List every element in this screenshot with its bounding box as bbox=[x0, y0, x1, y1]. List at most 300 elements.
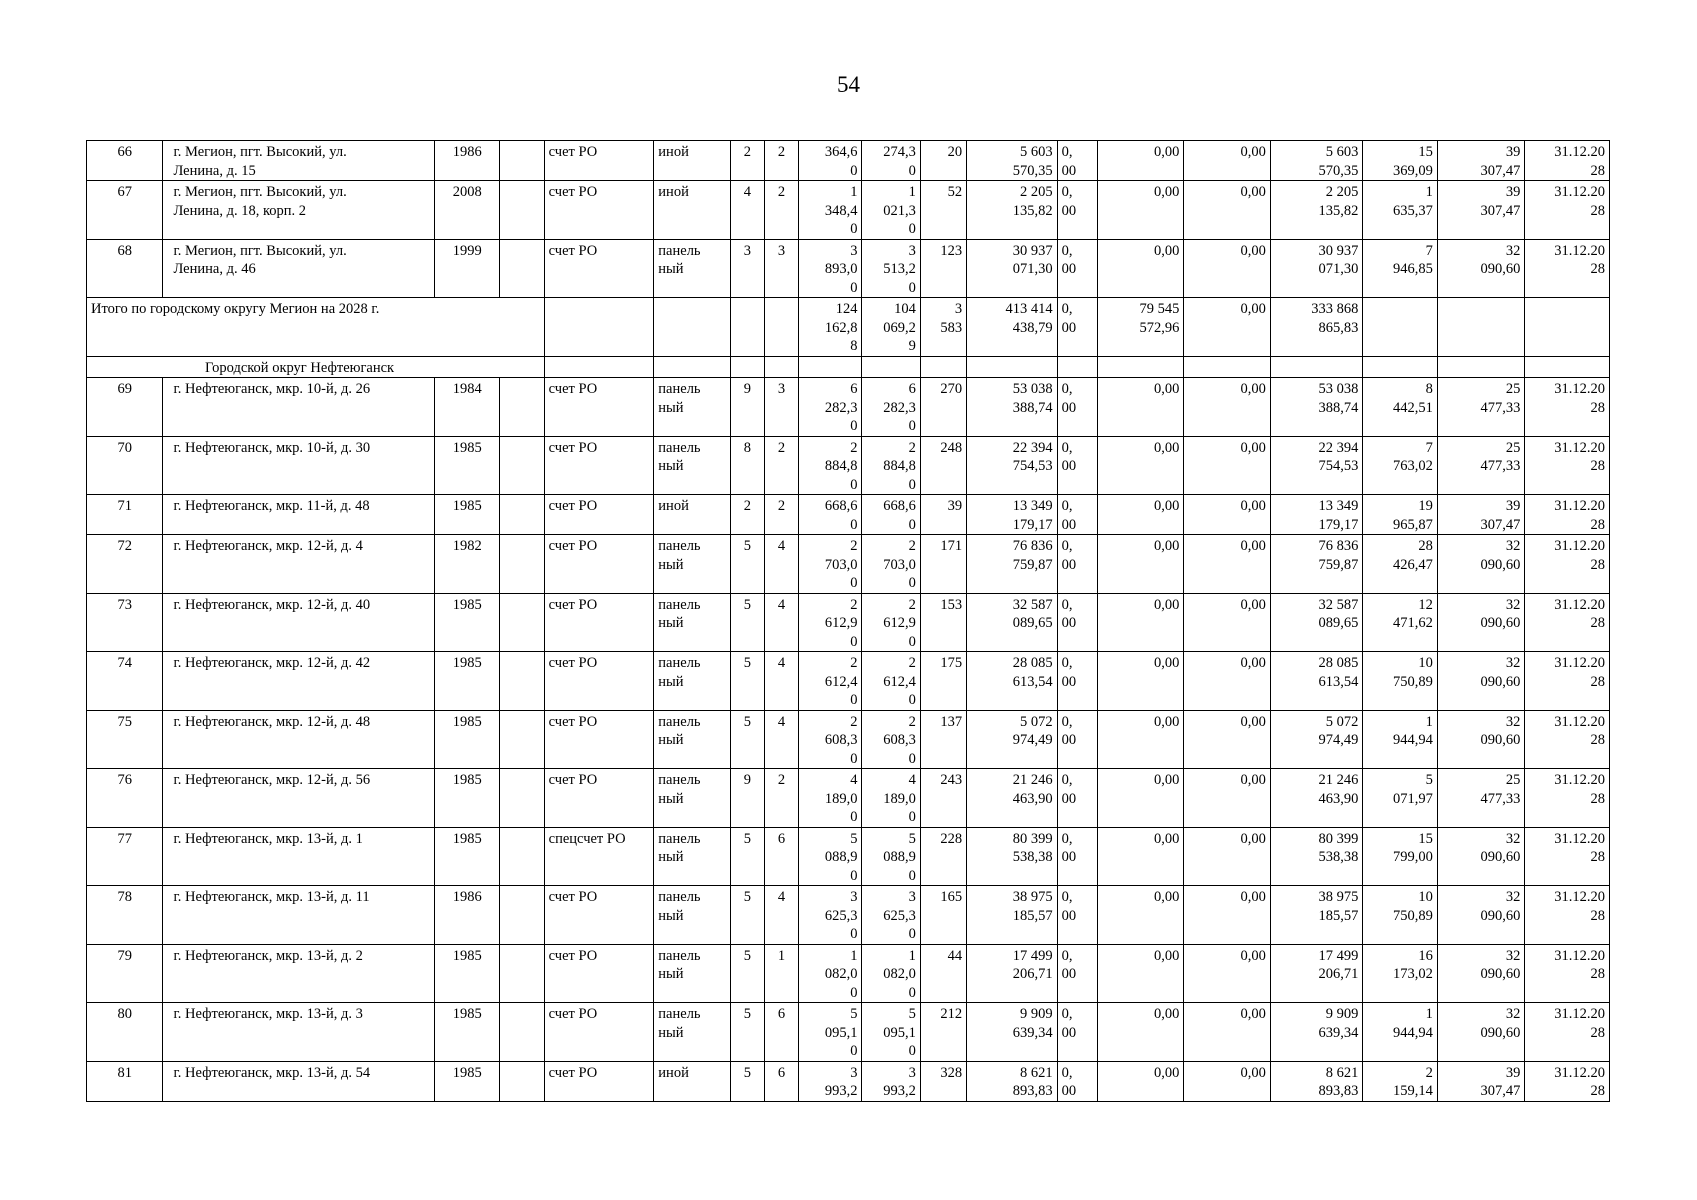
fund-a-cell: 0, 00 bbox=[1057, 944, 1097, 1003]
fund-c-cell: 0,00 bbox=[1184, 652, 1271, 711]
cost-limit-cell: 32 090,60 bbox=[1437, 1003, 1525, 1062]
deadline-cell: 31.12.20 28 bbox=[1525, 1003, 1610, 1062]
fund-a-cell: 0, 00 bbox=[1057, 378, 1097, 437]
year-built-cell: 1985 bbox=[435, 436, 500, 495]
address-cell: г. Нефтеюганск, мкр. 11-й, д. 48 bbox=[163, 495, 435, 535]
account-type-cell: спецсчет РО bbox=[544, 827, 654, 886]
total-area-cell: 2 612,9 0 bbox=[799, 593, 862, 652]
living-area-cell: 4 189,0 0 bbox=[862, 769, 920, 828]
row-number-cell: 75 bbox=[87, 710, 163, 769]
living-area-cell: 2 612,4 0 bbox=[862, 652, 920, 711]
account-type-cell: счет РО bbox=[544, 593, 654, 652]
residents-cell: 52 bbox=[920, 181, 966, 240]
blank-cell bbox=[500, 886, 544, 945]
unit-cost-cell: 10 750,89 bbox=[1363, 886, 1437, 945]
cost-limit-cell: 39 307,47 bbox=[1437, 1061, 1525, 1101]
wall-material-cell: панель ный bbox=[654, 769, 730, 828]
living-area-cell: 1 021,3 0 bbox=[862, 181, 920, 240]
owners-funds-cell: 53 038 388,74 bbox=[1270, 378, 1363, 437]
living-area-cell: 5 088,9 0 bbox=[862, 827, 920, 886]
address-cell: г. Мегион, пгт. Высокий, ул. Ленина, д. 15 bbox=[163, 141, 435, 181]
total-c_a-cell: 0, 00 bbox=[1057, 298, 1097, 357]
section-row bbox=[87, 356, 1610, 378]
deadline-cell: 31.12.20 28 bbox=[1525, 495, 1610, 535]
empty-cell bbox=[799, 356, 862, 378]
deadline-cell: 31.12.20 28 bbox=[1525, 652, 1610, 711]
living-area-cell: 5 095,1 0 bbox=[862, 1003, 920, 1062]
row-number-cell: 69 bbox=[87, 378, 163, 437]
account-type-cell: счет РО bbox=[544, 535, 654, 594]
entrances-cell: 4 bbox=[764, 593, 798, 652]
repair-cost-cell: 5 603 570,35 bbox=[967, 141, 1058, 181]
residents-cell: 248 bbox=[920, 436, 966, 495]
fund-b-cell: 0,00 bbox=[1097, 1061, 1184, 1101]
empty-cell bbox=[1525, 356, 1610, 378]
owners-funds-cell: 9 909 639,34 bbox=[1270, 1003, 1363, 1062]
residents-cell: 171 bbox=[920, 535, 966, 594]
fund-a-cell: 0, 00 bbox=[1057, 181, 1097, 240]
unit-cost-cell: 15 369,09 bbox=[1363, 141, 1437, 181]
row-number-cell: 66 bbox=[87, 141, 163, 181]
address-cell: г. Нефтеюганск, мкр. 13-й, д. 11 bbox=[163, 886, 435, 945]
address-cell: г. Мегион, пгт. Высокий, ул. Ленина, д. 46 bbox=[163, 239, 435, 298]
blank-cell bbox=[500, 710, 544, 769]
total-area-cell: 1 348,4 0 bbox=[799, 181, 862, 240]
empty-cell bbox=[544, 356, 654, 378]
blank-cell bbox=[500, 181, 544, 240]
cost-limit-cell: 32 090,60 bbox=[1437, 944, 1525, 1003]
entrances-cell: 4 bbox=[764, 535, 798, 594]
empty-cell bbox=[862, 356, 920, 378]
entrances-cell: 6 bbox=[764, 827, 798, 886]
fund-b-cell: 0,00 bbox=[1097, 710, 1184, 769]
entrances-cell: 2 bbox=[764, 769, 798, 828]
repair-cost-cell: 8 621 893,83 bbox=[967, 1061, 1058, 1101]
fund-c-cell: 0,00 bbox=[1184, 944, 1271, 1003]
repair-cost-cell: 76 836 759,87 bbox=[967, 535, 1058, 594]
empty-cell bbox=[730, 356, 764, 378]
deadline-cell: 31.12.20 28 bbox=[1525, 239, 1610, 298]
living-area-cell: 668,6 0 bbox=[862, 495, 920, 535]
total-area-cell: 668,6 0 bbox=[799, 495, 862, 535]
fund-a-cell: 0, 00 bbox=[1057, 1061, 1097, 1101]
wall-material-cell: панель ный bbox=[654, 652, 730, 711]
residents-cell: 212 bbox=[920, 1003, 966, 1062]
fund-c-cell: 0,00 bbox=[1184, 181, 1271, 240]
table-row bbox=[87, 652, 1610, 711]
unit-cost-cell: 1 944,94 bbox=[1363, 1003, 1437, 1062]
living-area-cell: 2 703,0 0 bbox=[862, 535, 920, 594]
living-area-cell: 2 612,9 0 bbox=[862, 593, 920, 652]
year-built-cell: 1982 bbox=[435, 535, 500, 594]
repair-cost-cell: 2 205 135,82 bbox=[967, 181, 1058, 240]
blank-cell bbox=[500, 827, 544, 886]
total-area-cell: 5 088,9 0 bbox=[799, 827, 862, 886]
fund-a-cell: 0, 00 bbox=[1057, 593, 1097, 652]
unit-cost-cell: 15 799,00 bbox=[1363, 827, 1437, 886]
address-cell: г. Нефтеюганск, мкр. 12-й, д. 4 bbox=[163, 535, 435, 594]
wall-material-cell: иной bbox=[654, 181, 730, 240]
total-area-cell: 364,6 0 bbox=[799, 141, 862, 181]
fund-b-cell: 0,00 bbox=[1097, 593, 1184, 652]
empty-cell bbox=[1525, 298, 1610, 357]
cost-limit-cell: 25 477,33 bbox=[1437, 769, 1525, 828]
residents-cell: 44 bbox=[920, 944, 966, 1003]
deadline-cell: 31.12.20 28 bbox=[1525, 769, 1610, 828]
floors-cell: 5 bbox=[730, 652, 764, 711]
total-area-cell: 2 703,0 0 bbox=[799, 535, 862, 594]
fund-a-cell: 0, 00 bbox=[1057, 1003, 1097, 1062]
owners-funds-cell: 76 836 759,87 bbox=[1270, 535, 1363, 594]
table-row bbox=[87, 495, 1610, 535]
table-row bbox=[87, 944, 1610, 1003]
residents-cell: 270 bbox=[920, 378, 966, 437]
row-number-cell: 73 bbox=[87, 593, 163, 652]
entrances-cell: 4 bbox=[764, 652, 798, 711]
residents-cell: 328 bbox=[920, 1061, 966, 1101]
cost-limit-cell: 39 307,47 bbox=[1437, 141, 1525, 181]
fund-a-cell: 0, 00 bbox=[1057, 495, 1097, 535]
account-type-cell: счет РО bbox=[544, 378, 654, 437]
total-c_b-cell: 79 545 572,96 bbox=[1097, 298, 1184, 357]
owners-funds-cell: 5 072 974,49 bbox=[1270, 710, 1363, 769]
entrances-cell: 6 bbox=[764, 1061, 798, 1101]
owners-funds-cell: 8 621 893,83 bbox=[1270, 1061, 1363, 1101]
table-row bbox=[87, 710, 1610, 769]
total-area-cell: 2 612,4 0 bbox=[799, 652, 862, 711]
fund-c-cell: 0,00 bbox=[1184, 495, 1271, 535]
repair-cost-cell: 32 587 089,65 bbox=[967, 593, 1058, 652]
unit-cost-cell: 5 071,97 bbox=[1363, 769, 1437, 828]
empty-cell bbox=[764, 356, 798, 378]
year-built-cell: 1985 bbox=[435, 495, 500, 535]
total-cost-cell: 413 414 438,79 bbox=[967, 298, 1058, 357]
owners-funds-cell: 22 394 754,53 bbox=[1270, 436, 1363, 495]
repair-cost-cell: 9 909 639,34 bbox=[967, 1003, 1058, 1062]
fund-b-cell: 0,00 bbox=[1097, 436, 1184, 495]
deadline-cell: 31.12.20 28 bbox=[1525, 535, 1610, 594]
residents-cell: 20 bbox=[920, 141, 966, 181]
floors-cell: 4 bbox=[730, 181, 764, 240]
wall-material-cell: панель ный bbox=[654, 239, 730, 298]
repair-cost-cell: 13 349 179,17 bbox=[967, 495, 1058, 535]
address-cell: г. Нефтеюганск, мкр. 12-й, д. 42 bbox=[163, 652, 435, 711]
empty-cell bbox=[1437, 298, 1525, 357]
entrances-cell: 4 bbox=[764, 886, 798, 945]
wall-material-cell: панель ный bbox=[654, 886, 730, 945]
fund-c-cell: 0,00 bbox=[1184, 1061, 1271, 1101]
owners-funds-cell: 80 399 538,38 bbox=[1270, 827, 1363, 886]
total-area_total-cell: 124 162,8 8 bbox=[799, 298, 862, 357]
total-area-cell: 2 608,3 0 bbox=[799, 710, 862, 769]
blank-cell bbox=[500, 1003, 544, 1062]
row-number-cell: 74 bbox=[87, 652, 163, 711]
table-row bbox=[87, 593, 1610, 652]
deadline-cell: 31.12.20 28 bbox=[1525, 593, 1610, 652]
fund-a-cell: 0, 00 bbox=[1057, 769, 1097, 828]
blank-cell bbox=[500, 495, 544, 535]
blank-cell bbox=[500, 944, 544, 1003]
total-area_liv-cell: 104 069,2 9 bbox=[862, 298, 920, 357]
empty-cell bbox=[1437, 356, 1525, 378]
total-label-cell: Итого по городскому округу Мегион на 2028 г. bbox=[87, 298, 545, 357]
empty-cell bbox=[654, 298, 730, 357]
entrances-cell: 3 bbox=[764, 239, 798, 298]
year-built-cell: 1985 bbox=[435, 652, 500, 711]
fund-b-cell: 0,00 bbox=[1097, 886, 1184, 945]
year-built-cell: 1985 bbox=[435, 710, 500, 769]
blank-cell bbox=[500, 535, 544, 594]
blank-cell bbox=[500, 652, 544, 711]
floors-cell: 9 bbox=[730, 769, 764, 828]
fund-b-cell: 0,00 bbox=[1097, 495, 1184, 535]
repair-program-table bbox=[86, 140, 1610, 1102]
living-area-cell: 2 608,3 0 bbox=[862, 710, 920, 769]
wall-material-cell: панель ный bbox=[654, 827, 730, 886]
living-area-cell: 2 884,8 0 bbox=[862, 436, 920, 495]
address-cell: г. Нефтеюганск, мкр. 12-й, д. 56 bbox=[163, 769, 435, 828]
unit-cost-cell: 10 750,89 bbox=[1363, 652, 1437, 711]
empty-cell bbox=[1363, 298, 1437, 357]
owners-funds-cell: 38 975 185,57 bbox=[1270, 886, 1363, 945]
fund-c-cell: 0,00 bbox=[1184, 436, 1271, 495]
row-number-cell: 79 bbox=[87, 944, 163, 1003]
residents-cell: 175 bbox=[920, 652, 966, 711]
section-title-cell: Городской округ Нефтеюганск bbox=[87, 356, 545, 378]
address-cell: г. Нефтеюганск, мкр. 13-й, д. 54 bbox=[163, 1061, 435, 1101]
living-area-cell: 274,3 0 bbox=[862, 141, 920, 181]
owners-funds-cell: 32 587 089,65 bbox=[1270, 593, 1363, 652]
cost-limit-cell: 32 090,60 bbox=[1437, 827, 1525, 886]
fund-c-cell: 0,00 bbox=[1184, 827, 1271, 886]
table-row bbox=[87, 239, 1610, 298]
owners-funds-cell: 13 349 179,17 bbox=[1270, 495, 1363, 535]
blank-cell bbox=[500, 593, 544, 652]
total-residents-cell: 3 583 bbox=[920, 298, 966, 357]
row-number-cell: 67 bbox=[87, 181, 163, 240]
unit-cost-cell: 2 159,14 bbox=[1363, 1061, 1437, 1101]
fund-c-cell: 0,00 bbox=[1184, 769, 1271, 828]
entrances-cell: 2 bbox=[764, 495, 798, 535]
fund-c-cell: 0,00 bbox=[1184, 239, 1271, 298]
row-number-cell: 78 bbox=[87, 886, 163, 945]
table-row bbox=[87, 141, 1610, 181]
year-built-cell: 2008 bbox=[435, 181, 500, 240]
deadline-cell: 31.12.20 28 bbox=[1525, 827, 1610, 886]
blank-cell bbox=[500, 769, 544, 828]
account-type-cell: счет РО bbox=[544, 239, 654, 298]
living-area-cell: 3 625,3 0 bbox=[862, 886, 920, 945]
floors-cell: 9 bbox=[730, 378, 764, 437]
owners-funds-cell: 30 937 071,30 bbox=[1270, 239, 1363, 298]
residents-cell: 228 bbox=[920, 827, 966, 886]
row-number-cell: 77 bbox=[87, 827, 163, 886]
table-row bbox=[87, 769, 1610, 828]
cost-limit-cell: 32 090,60 bbox=[1437, 239, 1525, 298]
floors-cell: 5 bbox=[730, 535, 764, 594]
fund-c-cell: 0,00 bbox=[1184, 378, 1271, 437]
empty-cell bbox=[1057, 356, 1097, 378]
entrances-cell: 2 bbox=[764, 436, 798, 495]
fund-a-cell: 0, 00 bbox=[1057, 436, 1097, 495]
blank-cell bbox=[500, 436, 544, 495]
fund-c-cell: 0,00 bbox=[1184, 1003, 1271, 1062]
empty-cell bbox=[544, 298, 654, 357]
unit-cost-cell: 28 426,47 bbox=[1363, 535, 1437, 594]
row-number-cell: 76 bbox=[87, 769, 163, 828]
empty-cell bbox=[654, 356, 730, 378]
repair-cost-cell: 80 399 538,38 bbox=[967, 827, 1058, 886]
account-type-cell: счет РО bbox=[544, 436, 654, 495]
year-built-cell: 1984 bbox=[435, 378, 500, 437]
total-c_d-cell: 333 868 865,83 bbox=[1270, 298, 1363, 357]
account-type-cell: счет РО bbox=[544, 1003, 654, 1062]
cost-limit-cell: 39 307,47 bbox=[1437, 181, 1525, 240]
table-row bbox=[87, 1061, 1610, 1101]
fund-b-cell: 0,00 bbox=[1097, 1003, 1184, 1062]
table-row bbox=[87, 1003, 1610, 1062]
empty-cell bbox=[967, 356, 1058, 378]
fund-b-cell: 0,00 bbox=[1097, 827, 1184, 886]
fund-b-cell: 0,00 bbox=[1097, 378, 1184, 437]
total-area-cell: 1 082,0 0 bbox=[799, 944, 862, 1003]
unit-cost-cell: 19 965,87 bbox=[1363, 495, 1437, 535]
page-number: 54 bbox=[837, 72, 860, 97]
entrances-cell: 3 bbox=[764, 378, 798, 437]
living-area-cell: 3 513,2 0 bbox=[862, 239, 920, 298]
floors-cell: 5 bbox=[730, 593, 764, 652]
account-type-cell: счет РО bbox=[544, 141, 654, 181]
fund-b-cell: 0,00 bbox=[1097, 944, 1184, 1003]
row-number-cell: 81 bbox=[87, 1061, 163, 1101]
row-number-cell: 71 bbox=[87, 495, 163, 535]
unit-cost-cell: 7 946,85 bbox=[1363, 239, 1437, 298]
account-type-cell: счет РО bbox=[544, 181, 654, 240]
account-type-cell: счет РО bbox=[544, 886, 654, 945]
table-row bbox=[87, 378, 1610, 437]
owners-funds-cell: 28 085 613,54 bbox=[1270, 652, 1363, 711]
unit-cost-cell: 1 944,94 bbox=[1363, 710, 1437, 769]
row-number-cell: 80 bbox=[87, 1003, 163, 1062]
cost-limit-cell: 32 090,60 bbox=[1437, 652, 1525, 711]
empty-cell bbox=[1184, 356, 1271, 378]
unit-cost-cell: 8 442,51 bbox=[1363, 378, 1437, 437]
deadline-cell: 31.12.20 28 bbox=[1525, 436, 1610, 495]
repair-cost-cell: 17 499 206,71 bbox=[967, 944, 1058, 1003]
fund-c-cell: 0,00 bbox=[1184, 886, 1271, 945]
total-c_c-cell: 0,00 bbox=[1184, 298, 1271, 357]
empty-cell bbox=[920, 356, 966, 378]
table-row bbox=[87, 886, 1610, 945]
cost-limit-cell: 32 090,60 bbox=[1437, 535, 1525, 594]
wall-material-cell: панель ный bbox=[654, 1003, 730, 1062]
entrances-cell: 2 bbox=[764, 141, 798, 181]
empty-cell bbox=[730, 298, 764, 357]
total-area-cell: 3 893,0 0 bbox=[799, 239, 862, 298]
account-type-cell: счет РО bbox=[544, 944, 654, 1003]
table-row bbox=[87, 436, 1610, 495]
deadline-cell: 31.12.20 28 bbox=[1525, 1061, 1610, 1101]
floors-cell: 5 bbox=[730, 827, 764, 886]
empty-cell bbox=[1363, 356, 1437, 378]
total-row bbox=[87, 298, 1610, 357]
deadline-cell: 31.12.20 28 bbox=[1525, 378, 1610, 437]
address-cell: г. Нефтеюганск, мкр. 13-й, д. 3 bbox=[163, 1003, 435, 1062]
empty-cell bbox=[1097, 356, 1184, 378]
cost-limit-cell: 25 477,33 bbox=[1437, 378, 1525, 437]
cost-limit-cell: 32 090,60 bbox=[1437, 593, 1525, 652]
fund-c-cell: 0,00 bbox=[1184, 535, 1271, 594]
repair-cost-cell: 53 038 388,74 bbox=[967, 378, 1058, 437]
residents-cell: 243 bbox=[920, 769, 966, 828]
address-cell: г. Нефтеюганск, мкр. 12-й, д. 40 bbox=[163, 593, 435, 652]
wall-material-cell: иной bbox=[654, 495, 730, 535]
account-type-cell: счет РО bbox=[544, 1061, 654, 1101]
table-row bbox=[87, 535, 1610, 594]
blank-cell bbox=[500, 239, 544, 298]
address-cell: г. Нефтеюганск, мкр. 12-й, д. 48 bbox=[163, 710, 435, 769]
floors-cell: 8 bbox=[730, 436, 764, 495]
address-cell: г. Нефтеюганск, мкр. 13-й, д. 1 bbox=[163, 827, 435, 886]
total-area-cell: 3 993,2 bbox=[799, 1061, 862, 1101]
residents-cell: 39 bbox=[920, 495, 966, 535]
residents-cell: 165 bbox=[920, 886, 966, 945]
unit-cost-cell: 12 471,62 bbox=[1363, 593, 1437, 652]
account-type-cell: счет РО bbox=[544, 652, 654, 711]
fund-a-cell: 0, 00 bbox=[1057, 886, 1097, 945]
wall-material-cell: панель ный bbox=[654, 944, 730, 1003]
total-area-cell: 3 625,3 0 bbox=[799, 886, 862, 945]
year-built-cell: 1985 bbox=[435, 827, 500, 886]
owners-funds-cell: 21 246 463,90 bbox=[1270, 769, 1363, 828]
repair-cost-cell: 22 394 754,53 bbox=[967, 436, 1058, 495]
address-cell: г. Нефтеюганск, мкр. 10-й, д. 26 bbox=[163, 378, 435, 437]
fund-a-cell: 0, 00 bbox=[1057, 710, 1097, 769]
total-area-cell: 5 095,1 0 bbox=[799, 1003, 862, 1062]
total-area-cell: 2 884,8 0 bbox=[799, 436, 862, 495]
year-built-cell: 1985 bbox=[435, 593, 500, 652]
fund-a-cell: 0, 00 bbox=[1057, 239, 1097, 298]
living-area-cell: 1 082,0 0 bbox=[862, 944, 920, 1003]
residents-cell: 137 bbox=[920, 710, 966, 769]
residents-cell: 123 bbox=[920, 239, 966, 298]
wall-material-cell: панель ный bbox=[654, 710, 730, 769]
wall-material-cell: иной bbox=[654, 141, 730, 181]
entrances-cell: 2 bbox=[764, 181, 798, 240]
unit-cost-cell: 1 635,37 bbox=[1363, 181, 1437, 240]
year-built-cell: 1986 bbox=[435, 141, 500, 181]
wall-material-cell: иной bbox=[654, 1061, 730, 1101]
entrances-cell: 4 bbox=[764, 710, 798, 769]
floors-cell: 2 bbox=[730, 141, 764, 181]
floors-cell: 5 bbox=[730, 1061, 764, 1101]
fund-c-cell: 0,00 bbox=[1184, 593, 1271, 652]
repair-cost-cell: 30 937 071,30 bbox=[967, 239, 1058, 298]
entrances-cell: 1 bbox=[764, 944, 798, 1003]
living-area-cell: 6 282,3 0 bbox=[862, 378, 920, 437]
floors-cell: 5 bbox=[730, 710, 764, 769]
cost-limit-cell: 32 090,60 bbox=[1437, 886, 1525, 945]
cost-limit-cell: 25 477,33 bbox=[1437, 436, 1525, 495]
year-built-cell: 1985 bbox=[435, 769, 500, 828]
table-row bbox=[87, 827, 1610, 886]
repair-cost-cell: 21 246 463,90 bbox=[967, 769, 1058, 828]
address-cell: г. Нефтеюганск, мкр. 13-й, д. 2 bbox=[163, 944, 435, 1003]
floors-cell: 5 bbox=[730, 944, 764, 1003]
deadline-cell: 31.12.20 28 bbox=[1525, 886, 1610, 945]
row-number-cell: 72 bbox=[87, 535, 163, 594]
table-row bbox=[87, 181, 1610, 240]
